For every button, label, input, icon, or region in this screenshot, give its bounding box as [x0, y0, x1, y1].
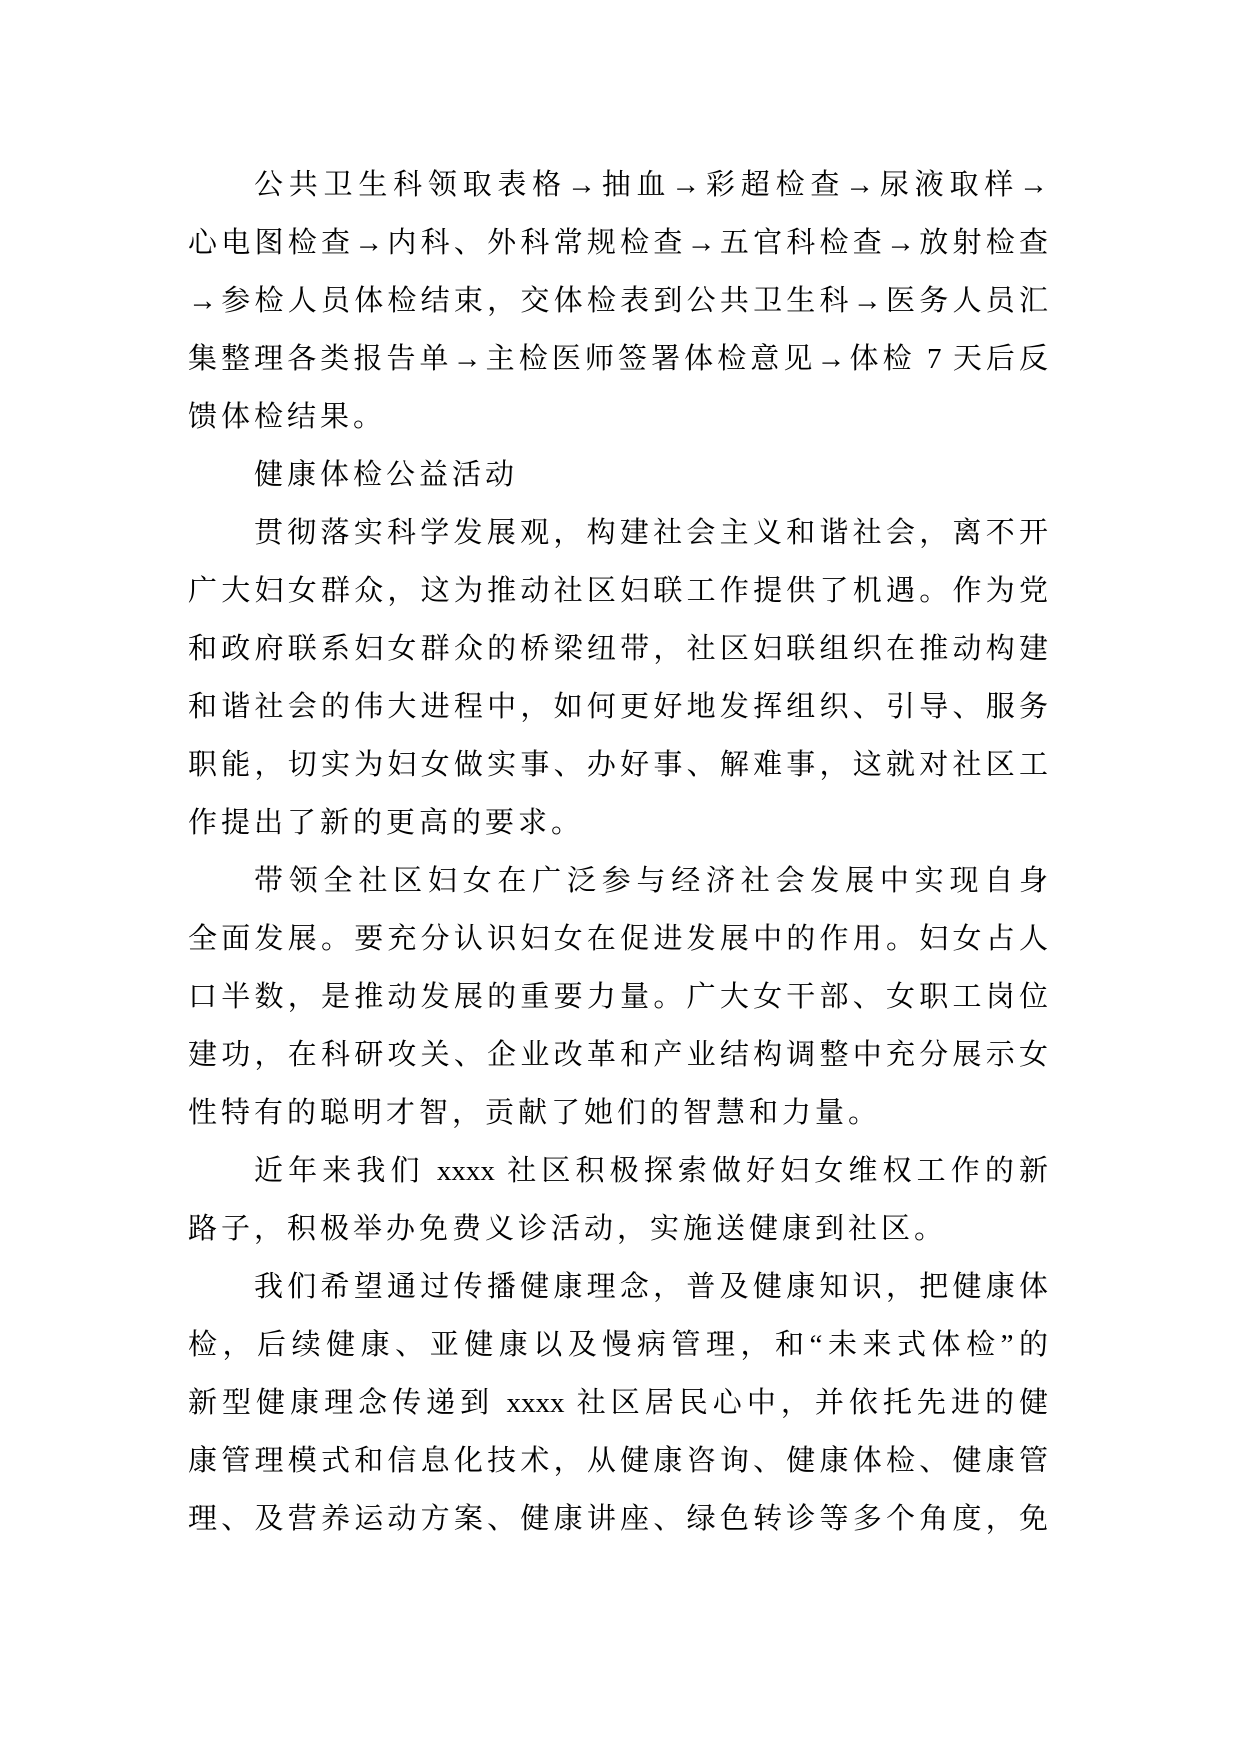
- text-line: 贯彻落实科学发展观，构建社会主义和谐社会，离不开: [254, 517, 1048, 549]
- text-line: 广大妇女群众，这为推动社区妇联工作提供了机遇。作为党: [188, 575, 1048, 607]
- text-line: 路子，积极举办免费义诊活动，实施送健康到社区。: [188, 1213, 948, 1245]
- text-line: 建功，在科研攻关、企业改革和产业结构调整中充分展示女: [188, 1039, 1048, 1071]
- text-line: 心电图检查→内科、外科常规检查→五官科检查→放射检查: [188, 227, 1048, 259]
- text-line: 近年来我们 xxxx 社区积极探索做好妇女维权工作的新: [254, 1155, 1048, 1187]
- text-line: 理、及营养运动方案、健康讲座、绿色转诊等多个角度，免: [188, 1503, 1048, 1535]
- text-line: 公共卫生科领取表格→抽血→彩超检查→尿液取样→: [254, 169, 1048, 201]
- text-line: 新型健康理念传递到 xxxx 社区居民心中，并依托先进的健: [188, 1387, 1048, 1419]
- text-line: 集整理各类报告单→主检医师签署体检意见→体检 7 天后反: [188, 343, 1048, 375]
- text-line: 和政府联系妇女群众的桥梁纽带，社区妇联组织在推动构建: [188, 633, 1048, 665]
- text-line: →参检人员体检结束，交体检表到公共卫生科→医务人员汇: [188, 285, 1048, 317]
- text-line: 全面发展。要充分认识妇女在促进发展中的作用。妇女占人: [188, 923, 1048, 955]
- text-line: 作提出了新的更高的要求。: [188, 807, 585, 839]
- text-line: 职能，切实为妇女做实事、办好事、解难事，这就对社区工: [188, 749, 1048, 781]
- text-line: 性特有的聪明才智，贡献了她们的智慧和力量。: [188, 1097, 882, 1129]
- text-line: 康管理模式和信息化技术，从健康咨询、健康体检、健康管: [188, 1445, 1048, 1477]
- text-line: 带领全社区妇女在广泛参与经济社会发展中实现自身: [254, 865, 1048, 897]
- text-line: 健康体检公益活动: [254, 459, 519, 491]
- text-line: 馈体检结果。: [188, 401, 387, 433]
- text-line: 我们希望通过传播健康理念，普及健康知识，把健康体: [254, 1271, 1048, 1303]
- text-line: 口半数，是推动发展的重要力量。广大女干部、女职工岗位: [188, 981, 1048, 1013]
- text-line: 检，后续健康、亚健康以及慢病管理，和“未来式体检”的: [188, 1329, 1048, 1361]
- document-body: [188, 156, 1048, 1548]
- text-line: 和谐社会的伟大进程中，如何更好地发挥组织、引导、服务: [188, 691, 1048, 723]
